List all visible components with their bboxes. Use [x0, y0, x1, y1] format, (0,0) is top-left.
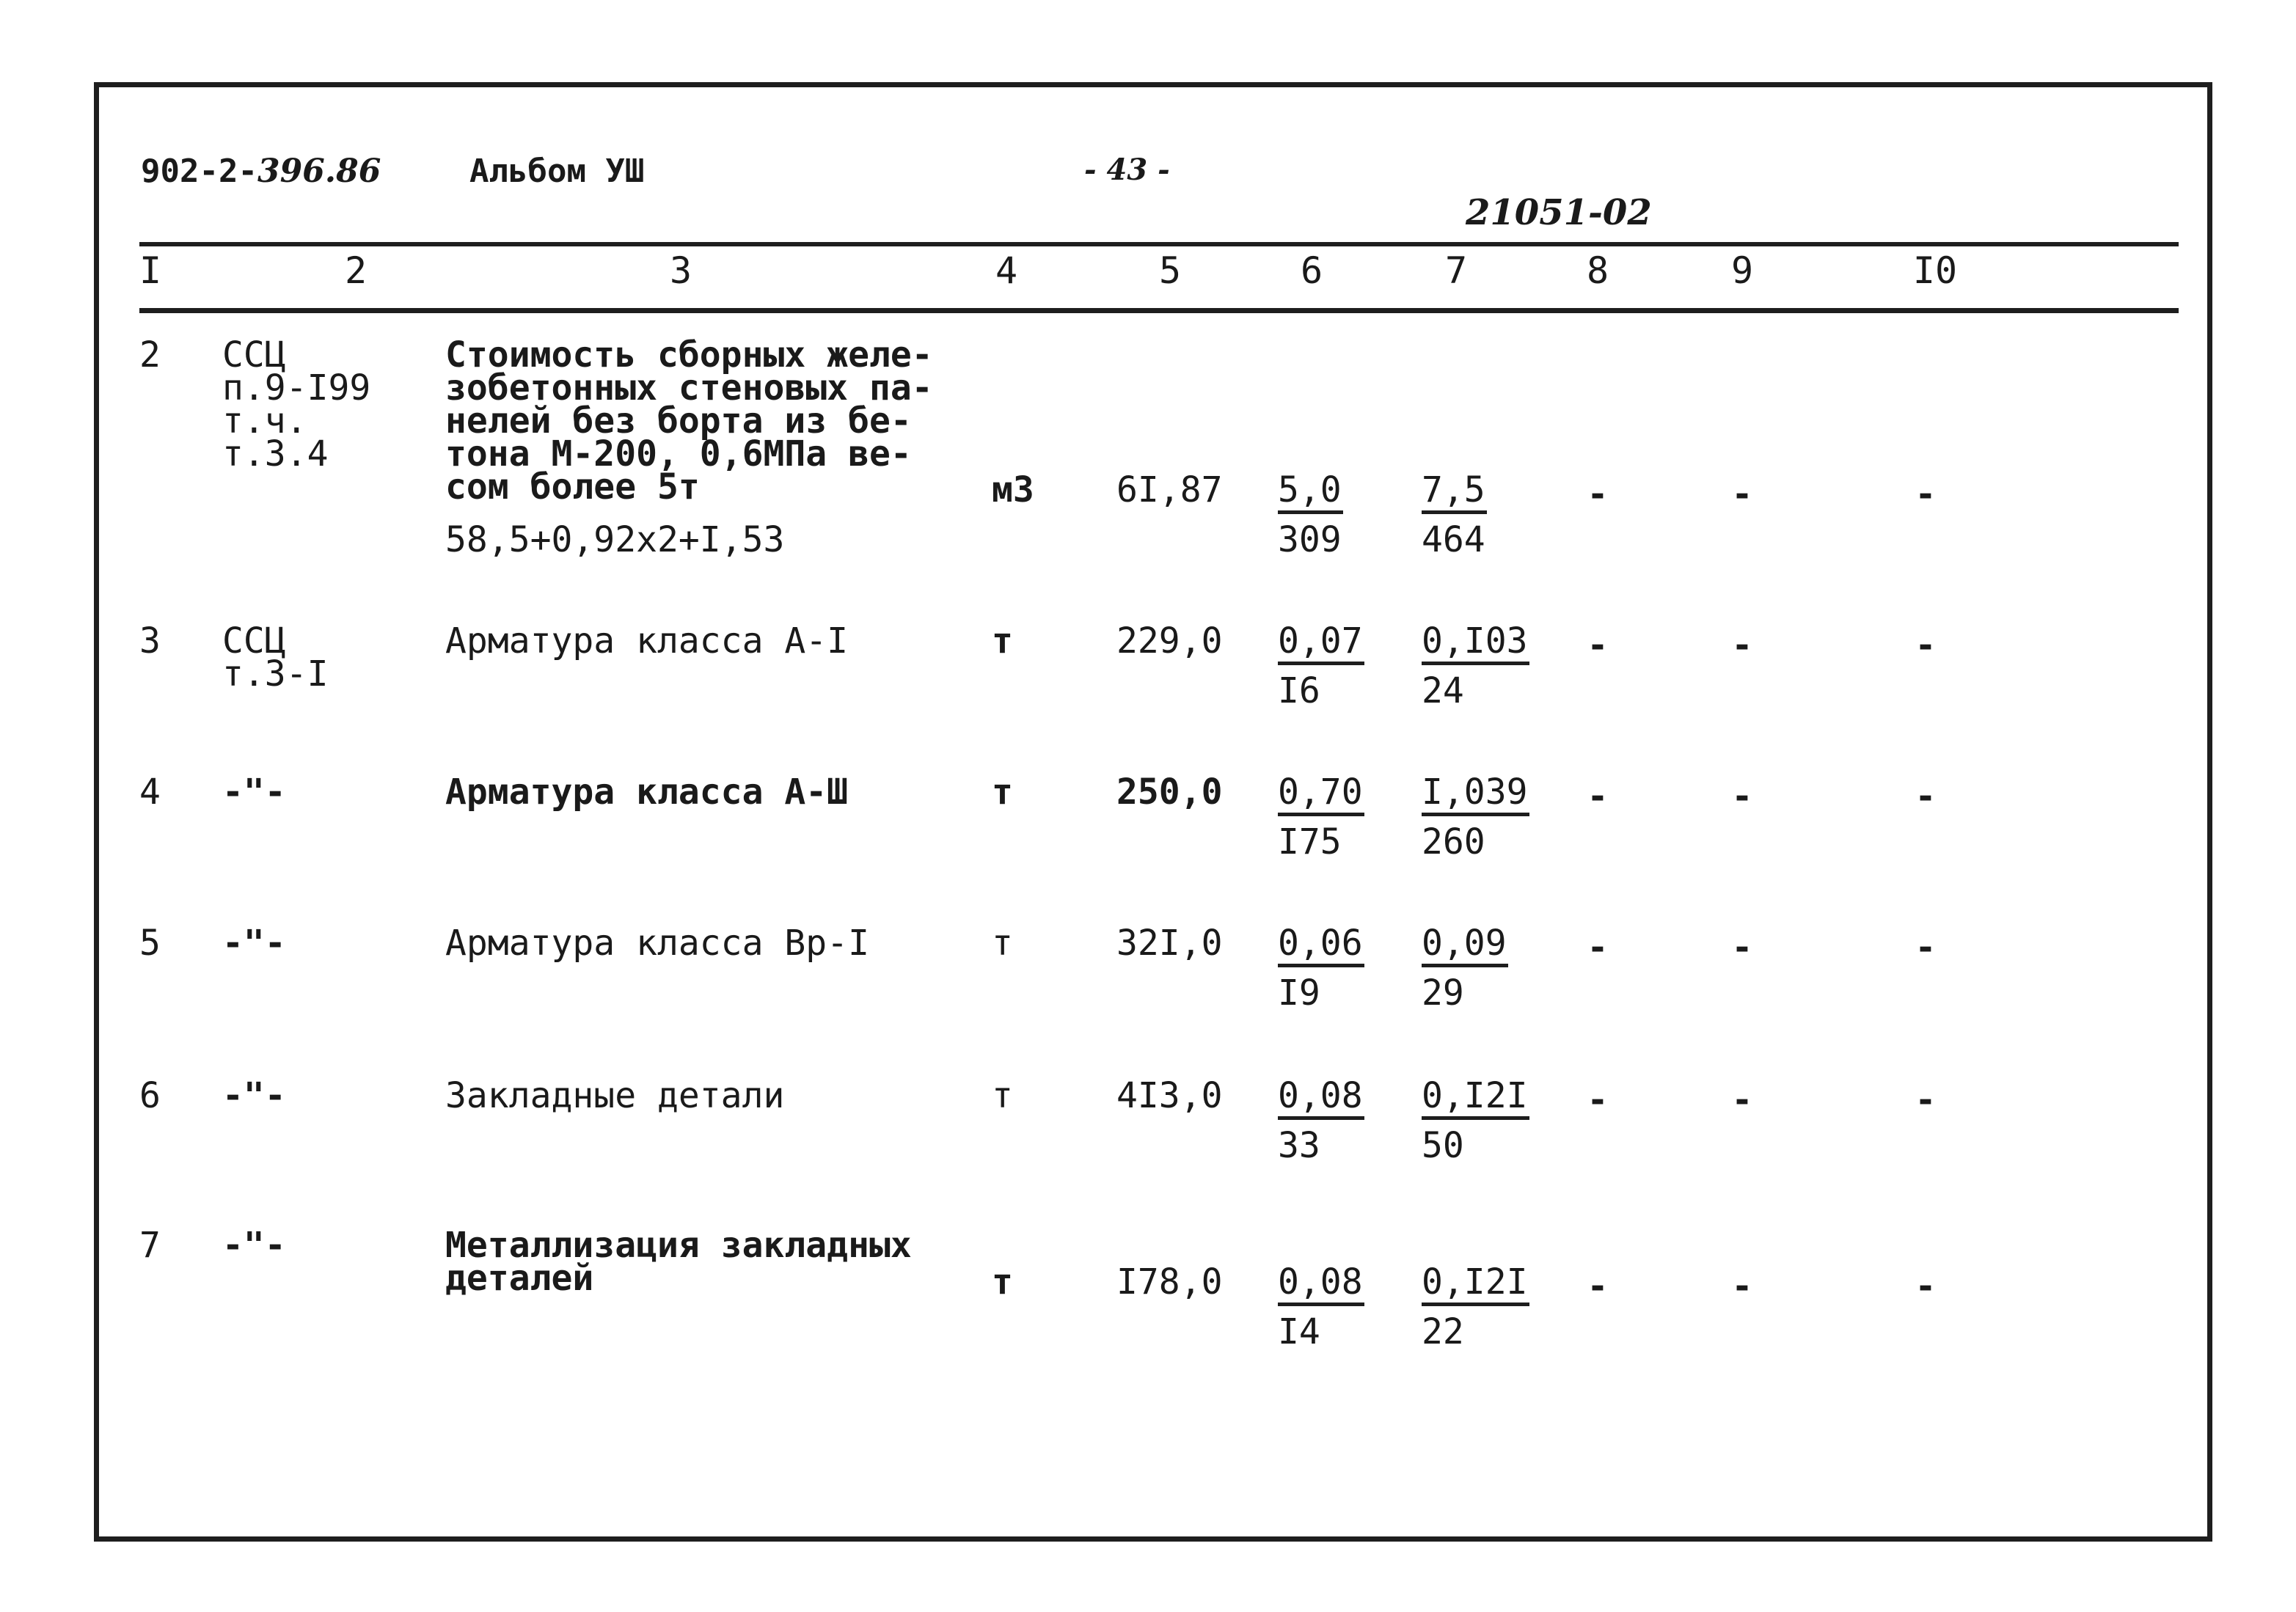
cost: 33	[1278, 1125, 1320, 1166]
unit: т	[992, 1075, 1013, 1116]
item-name-line: Арматура класса А-Ш	[445, 772, 849, 813]
source-reference	[222, 1225, 286, 1266]
empty-col9: -	[1731, 776, 1753, 817]
empty-col10: -	[1915, 625, 1937, 666]
quantity: 0,I03	[1422, 620, 1529, 665]
row-number: 2	[139, 334, 161, 375]
quantity-cost-col6	[1278, 616, 1364, 716]
quantity-cost-col7	[1422, 1071, 1529, 1170]
quantity: 0,09	[1422, 923, 1508, 967]
empty-col9: -	[1731, 1080, 1753, 1121]
unit: м3	[992, 469, 1034, 510]
unit-price: 229,0	[1116, 620, 1223, 662]
item-name-line: Арматура класса А-I	[445, 620, 849, 662]
item-name	[445, 772, 849, 813]
unit-price: 6I,87	[1116, 469, 1223, 510]
quantity-cost-col7	[1422, 616, 1529, 716]
source-line: -"-	[222, 1225, 286, 1266]
item-name	[445, 620, 849, 662]
cost: I4	[1278, 1311, 1320, 1352]
empty-col8: -	[1587, 1266, 1609, 1307]
album-title: Альбом УШ	[469, 153, 645, 190]
quantity-cost-col7	[1422, 1257, 1529, 1357]
empty-col9: -	[1731, 1266, 1753, 1307]
quantity-cost-col6	[1278, 1071, 1364, 1170]
empty-col8: -	[1587, 625, 1609, 666]
empty-col10: -	[1915, 474, 1937, 515]
item-name	[445, 923, 869, 964]
row-number: 5	[139, 923, 161, 964]
document-code-prefix: 902-2-	[141, 153, 257, 190]
column-number-3: 3	[669, 249, 692, 292]
source-reference	[222, 772, 286, 813]
quantity-cost-col7	[1422, 767, 1529, 867]
quantity-cost-col7	[1422, 465, 1487, 565]
quantity: 7,5	[1422, 469, 1487, 514]
item-name-line: сом более 5т	[445, 466, 700, 508]
empty-col9: -	[1731, 474, 1753, 515]
cost: 22	[1422, 1311, 1464, 1352]
empty-col10: -	[1915, 776, 1937, 817]
unit: т	[992, 772, 1013, 813]
cost: 464	[1422, 519, 1485, 560]
cost: 24	[1422, 670, 1464, 711]
unit-price: 4I3,0	[1116, 1075, 1223, 1116]
document-code-handwritten: 396.86	[257, 153, 381, 190]
unit: т	[992, 1261, 1013, 1303]
item-name-line: Металлизация закладных	[445, 1225, 912, 1266]
quantity: 0,I2I	[1422, 1261, 1529, 1306]
source-reference	[222, 1075, 286, 1116]
source-line: -"-	[222, 772, 286, 813]
drawing-stamp: 21051-02	[1466, 192, 1652, 233]
header-bottom-rule	[139, 308, 2179, 313]
item-name	[445, 1225, 912, 1299]
source-line: п.9-I99	[222, 367, 371, 409]
item-name	[445, 334, 933, 508]
source-reference	[222, 923, 286, 964]
row-number: 4	[139, 772, 161, 813]
column-number-9: 9	[1730, 249, 1754, 292]
quantity: 5,0	[1278, 469, 1343, 514]
empty-col8: -	[1587, 927, 1609, 968]
quantity: 0,07	[1278, 620, 1364, 665]
empty-col9: -	[1731, 927, 1753, 968]
quantity-cost-col6	[1278, 1257, 1364, 1357]
column-number-5: 5	[1158, 249, 1182, 292]
cost: 309	[1278, 519, 1342, 560]
column-number-2: 2	[344, 249, 368, 292]
quantity-cost-col7	[1422, 918, 1508, 1018]
column-number-4: 4	[995, 249, 1018, 292]
cost: I6	[1278, 670, 1320, 711]
source-line: -"-	[222, 1075, 286, 1116]
unit: т	[992, 923, 1013, 964]
unit-price: I78,0	[1116, 1261, 1223, 1303]
document-code	[141, 153, 381, 190]
column-number-8: 8	[1586, 249, 1609, 292]
quantity: 0,08	[1278, 1075, 1364, 1120]
calculation-formula: 58,5+0,92х2+I,53	[445, 519, 785, 560]
item-name-line: зобетонных стеновых па-	[445, 367, 933, 409]
cost: 50	[1422, 1125, 1464, 1166]
empty-col8: -	[1587, 474, 1609, 515]
quantity: 0,70	[1278, 772, 1364, 816]
quantity: 0,06	[1278, 923, 1364, 967]
quantity-cost-col6	[1278, 918, 1364, 1018]
source-line: т.3-I	[222, 653, 329, 695]
item-name-line: Закладные детали	[445, 1075, 785, 1116]
cost: 29	[1422, 972, 1464, 1014]
source-line: ССЦ	[222, 334, 286, 375]
quantity-cost-col6	[1278, 767, 1364, 867]
empty-col8: -	[1587, 776, 1609, 817]
row-number: 7	[139, 1225, 161, 1266]
source-reference	[222, 620, 329, 695]
column-number-1: I	[139, 249, 162, 292]
unit: т	[992, 620, 1013, 662]
quantity-cost-col6	[1278, 465, 1343, 565]
item-name-line: деталей	[445, 1258, 594, 1299]
header-top-rule	[139, 242, 2179, 246]
source-line: т.ч.	[222, 400, 307, 442]
source-line: ССЦ	[222, 620, 286, 662]
item-name-line: Арматура класса Вр-I	[445, 923, 869, 964]
cost: 260	[1422, 821, 1485, 862]
column-number-7: 7	[1444, 249, 1468, 292]
column-number-10: I0	[1912, 249, 1958, 292]
quantity: I,039	[1422, 772, 1529, 816]
cost: I9	[1278, 972, 1320, 1014]
page-number: - 43 -	[1084, 153, 1170, 187]
column-number-6: 6	[1300, 249, 1323, 292]
item-name-line: нелей без борта из бе-	[445, 400, 912, 442]
quantity: 0,I2I	[1422, 1075, 1529, 1120]
item-name-line: тона М-200, 0,6МПа ве-	[445, 433, 912, 475]
source-reference	[222, 334, 371, 475]
empty-col10: -	[1915, 1080, 1937, 1121]
unit-price: 250,0	[1116, 772, 1223, 813]
row-number: 3	[139, 620, 161, 662]
empty-col10: -	[1915, 927, 1937, 968]
unit-price: 32I,0	[1116, 923, 1223, 964]
item-name	[445, 1075, 785, 1116]
empty-col8: -	[1587, 1080, 1609, 1121]
item-name-line: Стоимость сборных желе-	[445, 334, 933, 375]
source-line: т.3.4	[222, 433, 329, 475]
row-number: 6	[139, 1075, 161, 1116]
cost: I75	[1278, 821, 1342, 862]
quantity: 0,08	[1278, 1261, 1364, 1306]
source-line: -"-	[222, 923, 286, 964]
empty-col10: -	[1915, 1266, 1937, 1307]
empty-col9: -	[1731, 625, 1753, 666]
